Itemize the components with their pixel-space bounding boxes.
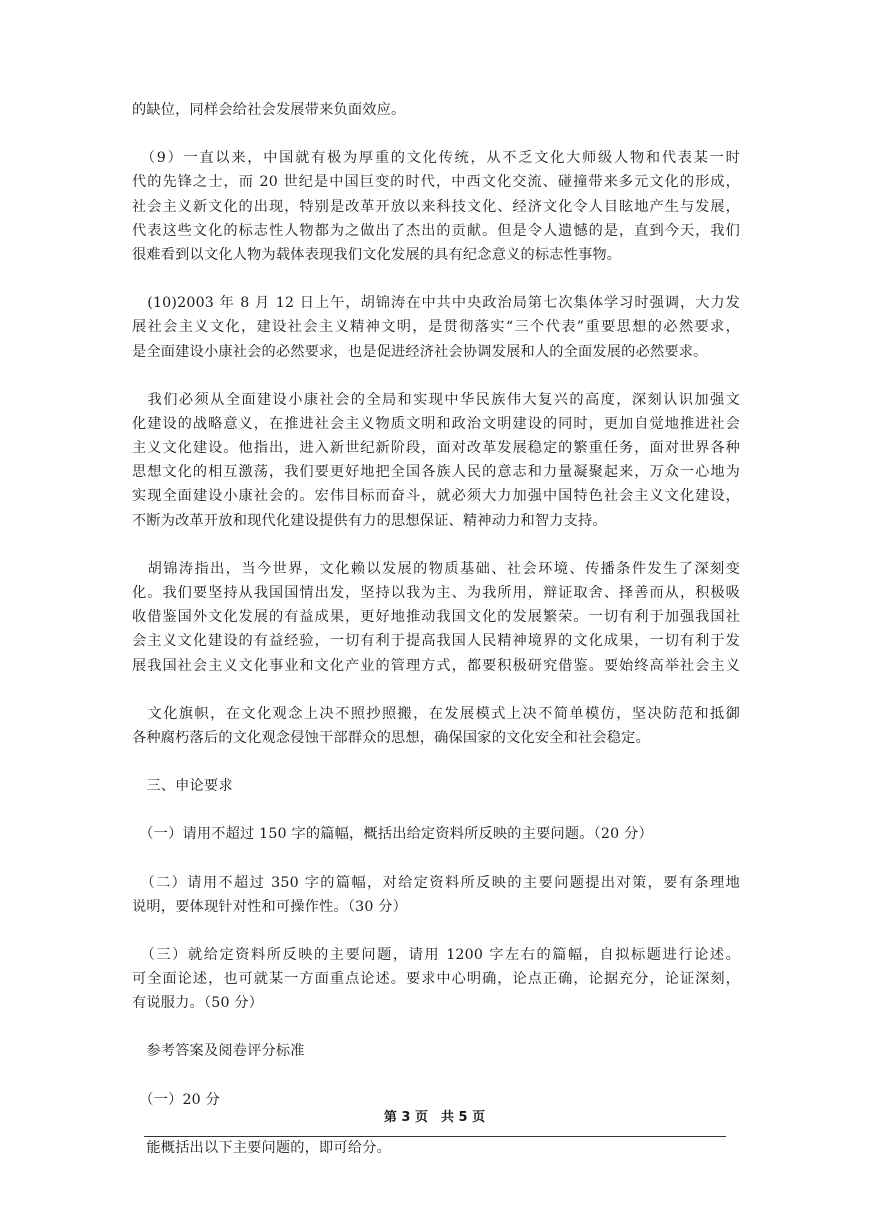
text-line: 化。我们要坚持从我国国情出发，坚持以我为主、为我所用，辩证取舍、择善而从，积极吸 xyxy=(132,585,740,601)
text-line: 文化旗帜，在文化观念上决不照抄照搬，在发展模式上决不简单模仿，坚决防范和抵御 xyxy=(132,705,740,722)
text-line: 胡锦涛指出，当今世界，文化赖以发展的物质基础、社会环境、传播条件发生了深刻变 xyxy=(132,560,740,577)
text-line: 很难看到以文化人物为载体表现我们文化发展的具有纪念意义的标志性事物。 xyxy=(132,246,622,263)
text-line: 代的先锋之士，而 20 世纪是中国巨变的时代，中西文化交流、碰撞带来多元文化的形成， xyxy=(132,174,740,191)
text-line: 说明，要体现针对性和可操作性。（30 分） xyxy=(132,898,408,915)
requirement-item-2 xyxy=(132,871,740,919)
text-line: （二）请用不超过 350 字的篇幅，对给定资料所反映的主要问题提出对策，要有条理地 xyxy=(132,874,740,891)
text-line: 是全面建设小康社会的必然要求，也是促进经济社会协调发展和人的全面发展的必然要求。 xyxy=(132,343,708,360)
text-line: 可全面论述，也可就某一方面重点论述。要求中心明确，论点正确，论据充分，论证深刻， xyxy=(132,971,740,988)
text-line: 会主义文化建设的有益经验，一切有利于提高我国人民精神境界的文化成果，一切有利于发 xyxy=(132,633,740,650)
section-heading xyxy=(132,1039,740,1063)
paragraph xyxy=(132,702,740,750)
paragraph xyxy=(132,98,740,122)
text-line: 参考答案及阅卷评分标准 xyxy=(132,1043,305,1060)
text-line: 化建设的战略意义，在推进社会主义物质文明和政治文明建设的同时，更加自觉地推进社会 xyxy=(132,415,740,432)
footer-divider xyxy=(144,1136,726,1137)
text-line: 代表这些文化的标志性人物都为之做出了杰出的贡献。但是令人遗憾的是，直到今天，我们 xyxy=(132,222,740,239)
text-line: （一）请用不超过 150 字的篇幅，概括出给定资料所反映的主要问题。（20 分） xyxy=(132,826,653,843)
text-line: （一）20 分 xyxy=(132,1091,221,1108)
text-line: 三、申论要求 xyxy=(132,778,233,795)
text-line: 展社会主义文化，建设社会主义精神文明，是贯彻落实“三个代表”重要思想的必然要求， xyxy=(132,319,740,336)
paragraph-item-9 xyxy=(132,146,740,267)
text-line: 思想文化的相互激荡，我们要更好地把全国各族人民的意志和力量凝聚起来，万众一心地为 xyxy=(132,464,740,481)
text-line: 的缺位，同样会给社会发展带来负面效应。 xyxy=(132,102,406,118)
text-line: (10)2003 年 8 月 12 日上午，胡锦涛在中共中央政治局第七次集体学习时强调，大力发 xyxy=(132,295,740,312)
requirement-item-3 xyxy=(132,943,740,1016)
text-line: （三）就给定资料所反映的主要问题，请用 1200 字左右的篇幅，自拟标题进行论述。 xyxy=(132,946,740,963)
text-line: 社会主义新文化的出现，特别是改革开放以来科技文化、经济文化令人目眩地产生与发展， xyxy=(132,198,740,215)
paragraph xyxy=(132,1136,740,1160)
text-line: 各种腐朽落后的文化观念侵蚀干部群众的思想，确保国家的文化安全和社会稳定。 xyxy=(132,729,650,746)
text-line: 实现全面建设小康社会的。宏伟目标而奋斗，就必须大力加强中国特色社会主义文化建设， xyxy=(132,488,740,505)
document-body xyxy=(132,98,740,1160)
text-line: 展我国社会主义文化事业和文化产业的管理方式，都要积极研究借鉴。要始终高举社会主义 xyxy=(132,657,740,674)
section-heading xyxy=(132,774,740,798)
page-number: 第 3 页 共 5 页 xyxy=(383,1110,486,1125)
paragraph xyxy=(132,388,740,533)
text-line: 能概括出以下主要问题的，即可给分。 xyxy=(132,1139,391,1156)
text-line: 我们必须从全面建设小康社会的全局和实现中华民族伟大复兴的高度，深刻认识加强文 xyxy=(132,391,740,408)
paragraph xyxy=(132,557,740,678)
requirement-item-1 xyxy=(132,822,740,846)
text-line: 主义文化建设。他指出，进入新世纪新阶段，面对改革发展稳定的繁重任务，面对世界各种 xyxy=(132,440,740,457)
text-line: 有说服力。（50 分） xyxy=(132,995,264,1012)
text-line: 不断为改革开放和现代化建设提供有力的思想保证、精神动力和智力支持。 xyxy=(132,512,607,529)
paragraph-item-10 xyxy=(132,291,740,364)
text-line: （9）一直以来，中国就有极为厚重的文化传统，从不乏文化大师级人物和代表某一时 xyxy=(132,150,740,167)
text-line: 收借鉴国外文化发展的有益成果，更好地推动我国文化的发展繁荣。一切有利于加强我国社 xyxy=(132,609,740,626)
